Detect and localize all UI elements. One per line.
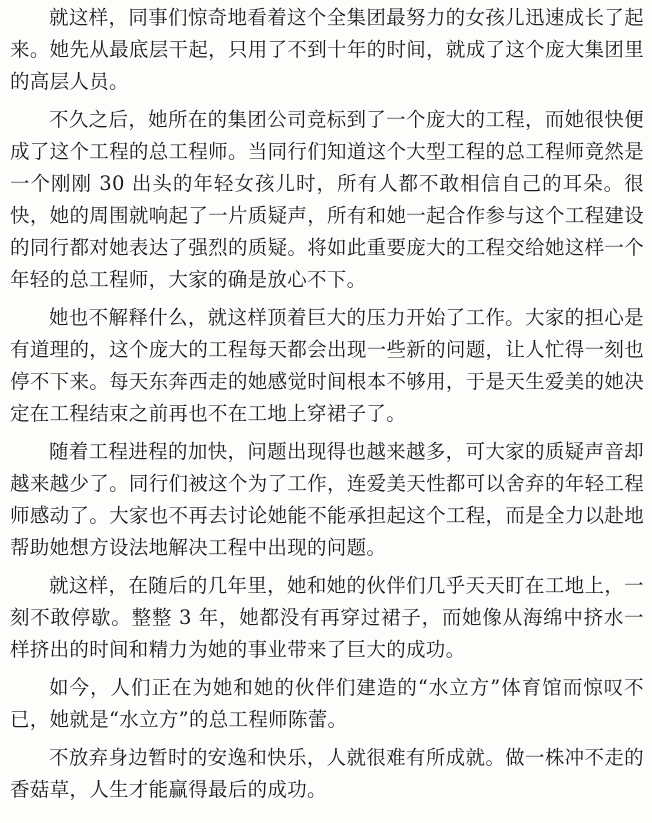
paragraph-4: 随着工程进程的加快，问题出现得也越来越多，可大家的质疑声音却越来越少了。同行们被这个为了工作，连爱美天性都可以舍弃的年轻工程师感动了。大家也不再去讨论她能不能承担起这个工程，而是全力以赴地帮助她想方设法地解决工程中出现的问题。 <box>10 440 644 559</box>
paragraph-1: 就这样，同事们惊奇地看着这个全集团最努力的女孩儿迅速成长了起来。她先从最底层干起，只用了不到十年的时间，就成了这个庞大集团里的高层人员。 <box>10 6 644 93</box>
paragraph-3: 她也不解释什么，就这样顶着巨大的压力开始了工作。大家的担心是有道理的，这个庞大的工程每天都会出现一些新的问题，让人忙得一刻也停不下来。每天东奔西走的她感觉时间根本不够用，于是天生爱美的她决定在工程结束之前再也不在工地上穿裙子了。 <box>10 306 644 425</box>
paragraph-7: 不放弃身边暂时的安逸和快乐，人就很难有所成就。做一株冲不走的香菇草，人生才能赢得最后的成功。 <box>10 746 644 801</box>
paragraph-2: 不久之后，她所在的集团公司竞标到了一个庞大的工程，而她很快便成了这个工程的总工程师。当同行们知道这个大型工程的总工程师竟然是一个刚刚 30 出头的年轻女孩儿时，所有人都不敢相信自己的耳朵。很快，她的周围就响起了一片质疑声，所有和她一起合作参与这个工程建设的同行都对她表达了强烈的质疑。将如此重要庞大的工程交给她这样一个年轻的总工程师，大家的确是放心不下。 <box>10 108 644 291</box>
paragraph-6: 如今，人们正在为她和她的伙伴们建造的“水立方”体育馆而惊叹不已，她就是“水立方”的总工程师陈蕾。 <box>10 676 644 731</box>
paragraph-5: 就这样，在随后的几年里，她和她的伙伴们几乎天天盯在工地上，一刻不敢停歇。整整 3 年，她都没有再穿过裙子，而她像从海绵中挤水一样挤出的时间和精力为她的事业带来了巨大的成功。 <box>10 574 644 661</box>
